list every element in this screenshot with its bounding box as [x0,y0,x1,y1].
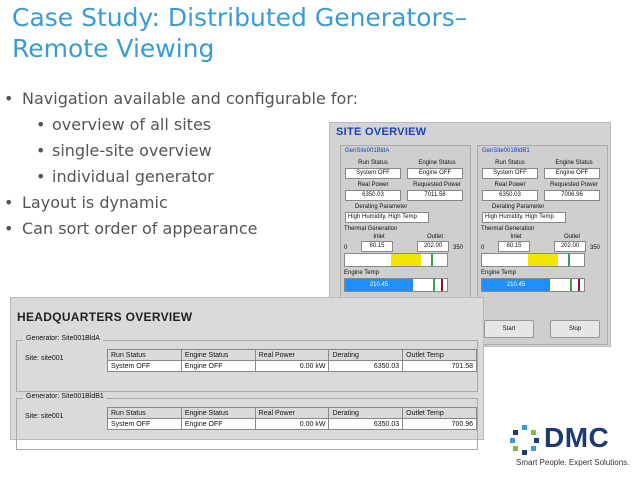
inlet-value: 80.15 [361,241,393,252]
thermal-label: Thermal Generation [344,226,398,232]
bullet-item [36,164,358,190]
column-header: Engine Status [181,350,255,361]
bullet-item [4,86,358,112]
outlet-label: Outlet [563,234,580,240]
generator-name: GenSite001BldB1 [482,148,530,154]
scale-min: 0 [344,245,348,251]
column-header: Outlet Temp [403,408,477,419]
engine-temp-bar [344,278,448,292]
derating-value: High Humidity, High Temp [345,212,429,223]
table-cell: 6350.03 [329,361,403,372]
table-header-row [108,408,477,419]
headquarters-overview-title: HEADQUARTERS OVERVIEW [17,310,193,324]
slide-title-line1: Case Study: Distributed Generators– [12,3,468,32]
generator-table [107,349,477,372]
logo-tagline: Smart People. Expert Solutions. [516,458,630,467]
thermal-label: Thermal Generation [481,226,535,232]
bullet-item [36,138,358,164]
generator-name: GenSite001BldA [345,148,390,154]
inlet-label: Inlet [510,234,522,240]
slide-title-line2: Remote Viewing [12,34,215,63]
outlet-label: Outlet [426,234,443,240]
engine-status-value: Engine OFF [544,168,600,179]
site-label: Site: site001 [25,413,64,420]
thermal-bar-fill [391,254,421,266]
bullet-item [4,216,358,242]
generator-table [107,407,477,430]
scale-max: 350 [453,245,464,251]
stop-button[interactable]: Stop [550,320,600,338]
bullet-item [4,190,358,216]
column-header: Derating [329,350,403,361]
inlet-label: Inlet [373,234,385,240]
slide-title [12,2,532,64]
thermal-bar-fill [528,254,558,266]
run-status-value: System OFF [482,168,538,179]
derating-label: Derating Parameter [492,204,545,210]
table-cell: 0.00 kW [255,419,329,430]
engine-temp-label: Engine Temp [344,270,379,276]
engine-temp-marker-green [433,279,435,291]
bullet-list [4,86,358,242]
generator-group-label: Generator: Site001BldA [23,335,103,342]
column-header: Engine Status [181,408,255,419]
bullet-text: overview of all sites [52,115,212,134]
table-cell: 0.00 kW [255,361,329,372]
real-power-value: 6350.03 [482,190,538,201]
bullet-text: Navigation available and configurable for: [22,89,358,108]
generator-group-b1 [16,393,478,450]
bullet-text: Layout is dynamic [22,193,168,212]
outlet-value: 202.00 [554,241,586,252]
engine-status-label: Engine Status [555,160,593,166]
inlet-value: 80.15 [498,241,530,252]
outlet-value: 202.00 [417,241,449,252]
real-power-value: 6350.03 [345,190,401,201]
run-status-label: Run Status [495,160,525,166]
table-cell: 6350.03 [329,419,403,430]
table-cell: 700.96 [403,419,477,430]
requested-power-value: 7011.58 [407,190,463,201]
engine-status-label: Engine Status [418,160,456,166]
scale-max: 350 [590,245,601,251]
real-power-label: Real Power [494,182,526,188]
thermal-marker [431,254,433,266]
engine-temp-value: 210.45 [482,279,550,291]
headquarters-overview-panel [10,297,484,440]
column-header: Derating [329,408,403,419]
generator-group-a [16,335,478,392]
engine-temp-bar [481,278,585,292]
generator-card-b1 [477,145,608,345]
bullet-dot: • [4,89,14,108]
derating-label: Derating Parameter [355,204,408,210]
generator-group-label: Generator: Site001BldB1 [23,393,107,400]
bullet-dot: • [36,141,46,160]
run-status-value: System OFF [345,168,401,179]
real-power-label: Real Power [357,182,389,188]
logo-brand: DMC [544,422,610,453]
start-button[interactable]: Start [484,320,534,338]
bullet-dot: • [36,115,46,134]
requested-power-label: Requested Power [550,182,598,188]
bullet-text: individual generator [52,167,214,186]
table-cell: 701.58 [403,361,477,372]
bullet-dot: • [36,167,46,186]
derating-value: High Humidity, High Temp [482,212,566,223]
engine-temp-marker-red [578,279,580,291]
engine-temp-marker-red [441,279,443,291]
scale-min: 0 [481,245,485,251]
table-cell: Engine OFF [181,361,255,372]
dmc-logo-mark-icon [510,424,540,456]
table-header-row [108,350,477,361]
dmc-logo [510,424,634,474]
bullet-text: Can sort order of appearance [22,219,258,238]
bullet-item [36,112,358,138]
engine-temp-label: Engine Temp [481,270,516,276]
bullet-dot: • [4,193,14,212]
table-cell: System OFF [108,419,182,430]
requested-power-value: 7006.96 [544,190,600,201]
engine-temp-marker-green [570,279,572,291]
table-cell: Engine OFF [181,419,255,430]
column-header: Run Status [108,350,182,361]
site-overview-title: SITE OVERVIEW [336,126,427,138]
column-header: Outlet Temp [403,350,477,361]
column-header: Run Status [108,408,182,419]
bullet-dot: • [4,219,14,238]
thermal-bar [344,253,448,267]
site-label: Site: site001 [25,355,64,362]
requested-power-label: Requested Power [413,182,461,188]
column-header: Real Power [255,350,329,361]
bullet-text: single-site overview [52,141,212,160]
engine-temp-value: 210.45 [345,279,413,291]
thermal-bar [481,253,585,267]
run-status-label: Run Status [358,160,388,166]
table-row [108,419,477,430]
column-header: Real Power [255,408,329,419]
table-cell: System OFF [108,361,182,372]
thermal-marker [568,254,570,266]
engine-status-value: Engine OFF [407,168,463,179]
table-row [108,361,477,372]
